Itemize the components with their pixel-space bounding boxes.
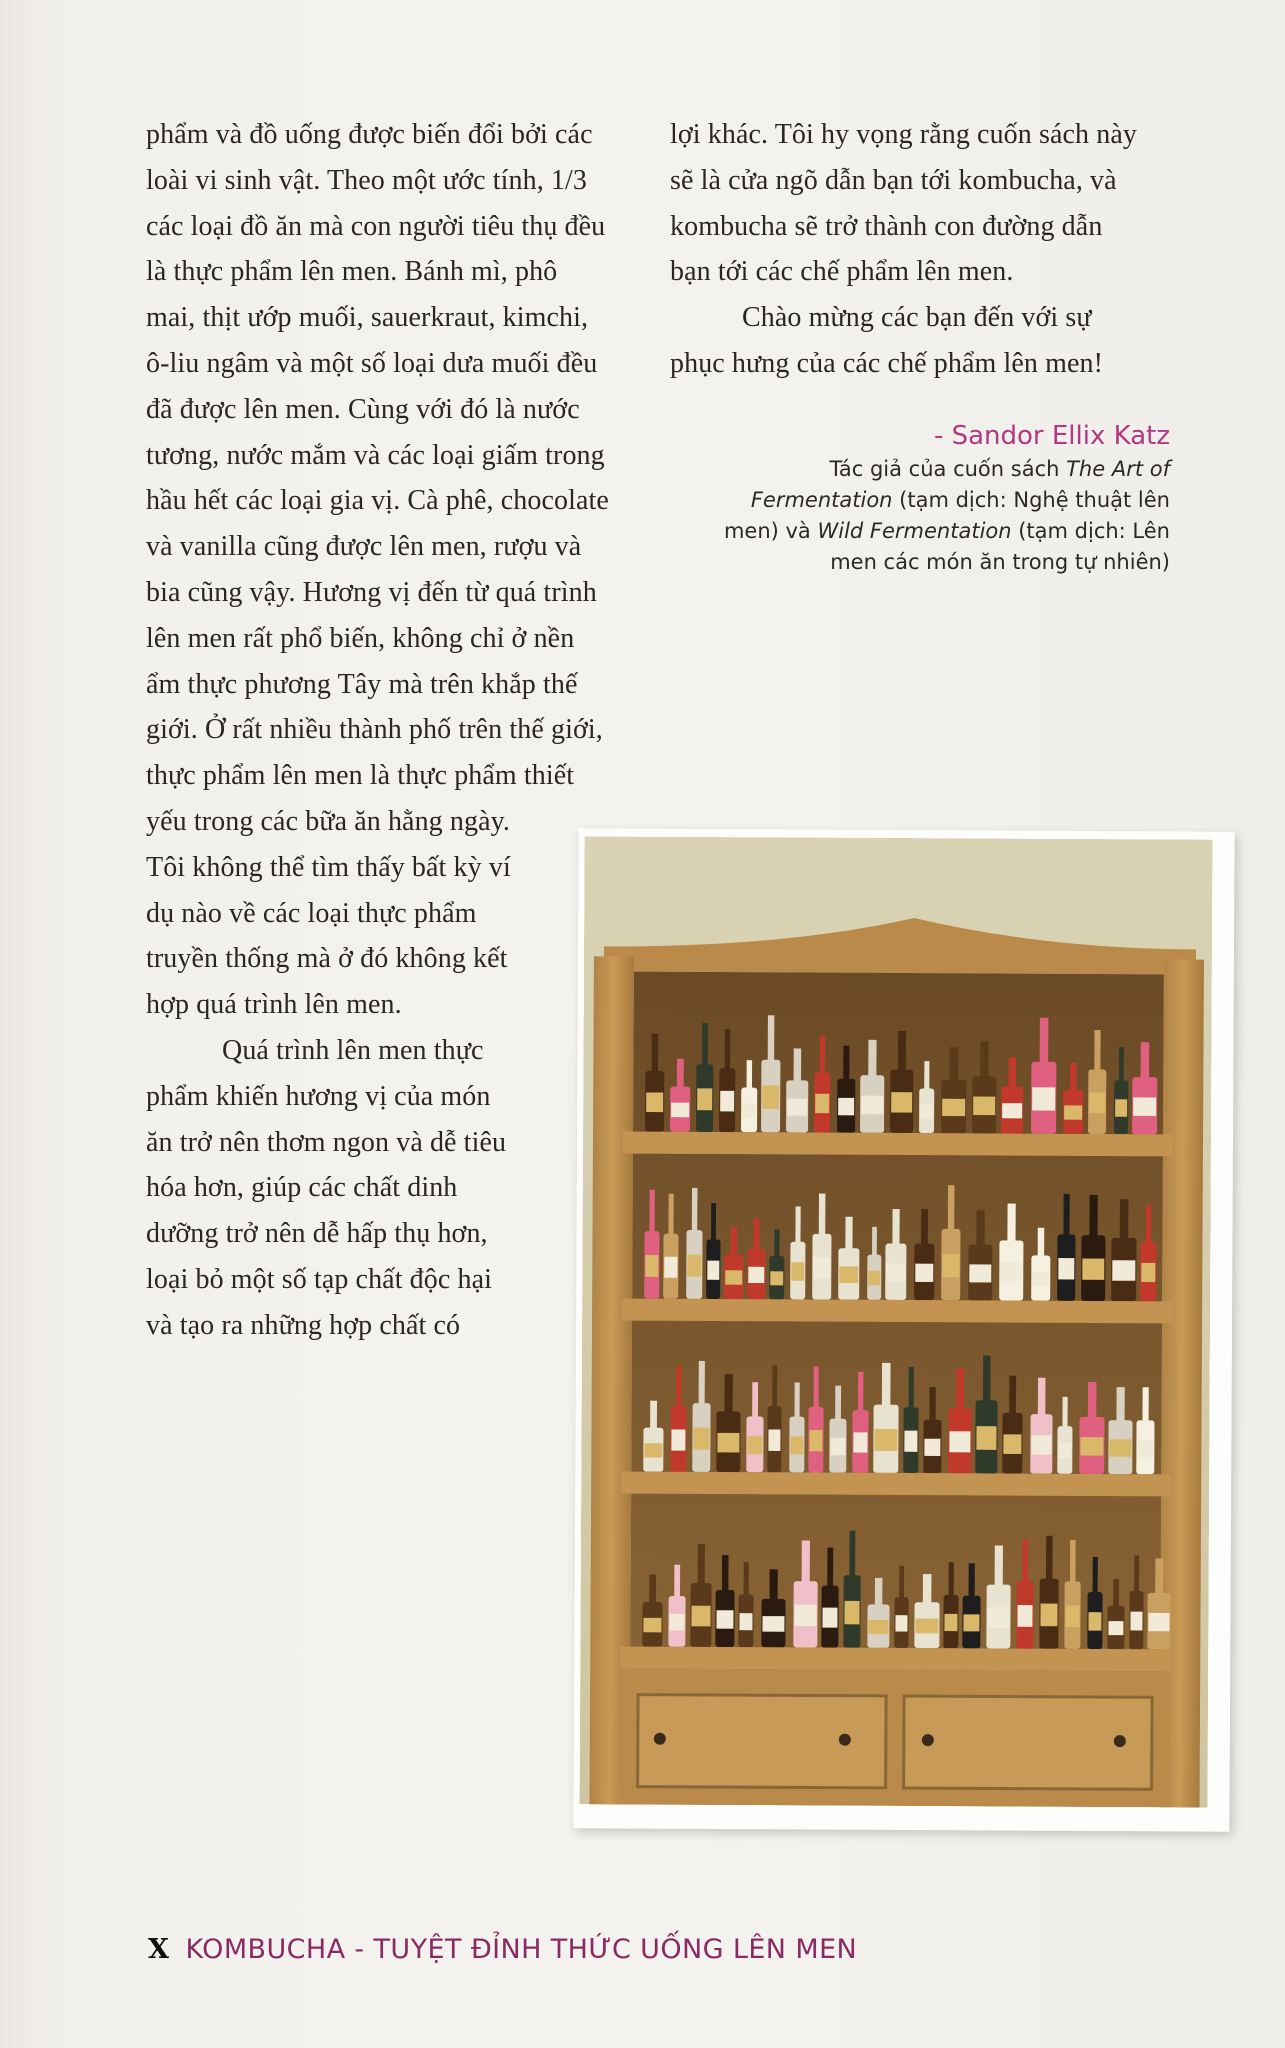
bottle-neck [692, 1188, 698, 1232]
text-line: bạn tới các chế phẩm lên men. [670, 256, 1014, 288]
bottle-neck [652, 1034, 659, 1073]
bottle-neck [724, 1374, 732, 1413]
bottle-label [791, 1262, 804, 1281]
credit-text: (tạm dịch: Nghệ thuật lên [892, 488, 1170, 512]
bottle-label [1017, 1605, 1032, 1627]
bottle-neck [899, 1566, 904, 1599]
bottle-label [747, 1436, 762, 1454]
bottle-label [868, 1271, 880, 1286]
text-line: loài vi sinh vật. Theo một ước tính, 1/3 [146, 164, 587, 196]
bottle-label [645, 1255, 658, 1277]
text-line: ẩm thực phương Tây mà trên khắp thế [146, 668, 578, 700]
bottle-neck [983, 1355, 991, 1402]
bottle-neck [674, 1565, 680, 1598]
bottle-label [1089, 1092, 1105, 1113]
bottle-label [1082, 1259, 1104, 1280]
page-footer [148, 1934, 857, 1965]
bottle-label [770, 1271, 783, 1285]
bottle-neck [1007, 1204, 1015, 1243]
bottle-label [830, 1438, 845, 1455]
bottle-label [644, 1443, 662, 1457]
bottle-label [671, 1429, 685, 1450]
book-title: Wild Fermentation [817, 519, 1012, 543]
bottle-label [1000, 1262, 1022, 1282]
credit-text: men) và [723, 519, 818, 543]
bottle-neck [1088, 1382, 1097, 1419]
text-line: mai, thịt ướp muối, sauerkraut, kimchi, [146, 302, 589, 334]
bottle-neck [722, 1555, 729, 1592]
text-line: loại bỏ một số tạp chất độc hại [146, 1263, 493, 1295]
bottle-neck [843, 1046, 849, 1081]
bottle-neck [845, 1217, 852, 1250]
text-line: là thực phẩm lên men. Bánh mì, phô [146, 256, 558, 288]
bottle-label [794, 1605, 816, 1627]
bottle-neck [731, 1227, 738, 1256]
author-credit-line [650, 454, 1170, 485]
bottle-neck [948, 1185, 955, 1231]
bottle-label [920, 1104, 933, 1118]
bottle-label [687, 1254, 701, 1276]
bottle-neck [969, 1563, 975, 1597]
bottle-neck [1038, 1228, 1045, 1257]
author-credit-line [650, 516, 1170, 547]
bottle-neck [1155, 1558, 1163, 1594]
bottle-label [707, 1261, 719, 1280]
author-name: - Sandor Ellix Katz [933, 421, 1170, 451]
text-line: phục hưng của các chế phẩm lên men! [670, 347, 1104, 379]
bottle-neck [924, 1061, 929, 1090]
bottle-neck [929, 1387, 935, 1421]
bottle-label [949, 1431, 970, 1452]
bottle-label [768, 1429, 780, 1450]
bottle-label [762, 1085, 779, 1108]
bottle-label [1031, 1435, 1051, 1454]
bottle-label [822, 1608, 837, 1628]
bottle-neck [923, 1574, 932, 1604]
bottle-label [1133, 1097, 1156, 1116]
bottle-neck [1070, 1540, 1076, 1584]
bottle-neck [772, 1365, 777, 1408]
bottle-label [1115, 1099, 1127, 1116]
bottle-label [643, 1618, 661, 1632]
bottle-neck [898, 1031, 906, 1072]
text-line: lợi khác. Tôi hy vọng rằng cuốn sách này [670, 119, 1137, 150]
bottle-label [969, 1264, 991, 1282]
bottle-neck [676, 1366, 682, 1408]
bottle-label [739, 1613, 752, 1630]
bottle-label [669, 1614, 684, 1630]
bottle-label [664, 1257, 677, 1278]
bottle-neck [1062, 1397, 1067, 1428]
bottle-neck [1070, 1063, 1077, 1091]
bottle-label [915, 1618, 938, 1633]
text-line: Tôi không thể tìm thấy bất kỳ ví [146, 851, 511, 883]
bottle-neck [1116, 1387, 1124, 1422]
bottle-label [1064, 1105, 1082, 1119]
bottle-neck [827, 1548, 833, 1588]
bottle-label [1080, 1437, 1103, 1456]
text-line: các loại đồ ăn mà con người tiêu thụ đều [146, 210, 606, 242]
bottle-label [717, 1433, 739, 1453]
bottle-label [1032, 1087, 1055, 1110]
bottle-label [895, 1615, 907, 1631]
text-line: hợp quá trình lên men. [146, 989, 402, 1021]
bottle-neck [711, 1203, 716, 1241]
text-line: tương, nước mắm và các loại giấm trong [146, 439, 605, 471]
text-line: Quá trình lên men thực [222, 1034, 484, 1066]
bottle-neck [774, 1229, 779, 1257]
bottle-neck [699, 1361, 705, 1405]
bottle-label [762, 1616, 784, 1632]
bottle-label [868, 1620, 888, 1634]
bottle-label [725, 1270, 742, 1284]
text-line: yếu trong các bữa ăn hằng ngày. [146, 805, 510, 837]
bottle-neck [1022, 1540, 1028, 1584]
bottle-label [1130, 1612, 1142, 1631]
bottle-neck [1146, 1205, 1152, 1243]
bottle-label [915, 1264, 933, 1282]
text-line: truyền thống mà ở đó không kết [146, 943, 508, 975]
right-text-column [670, 112, 1170, 387]
bottle-neck [677, 1059, 684, 1088]
bottle-neck [950, 1047, 959, 1081]
bottle-neck [980, 1041, 988, 1078]
bottle-neck [668, 1194, 673, 1236]
text-line: phẩm và đồ uống được biến đổi bởi các [146, 119, 593, 150]
bottle-neck [753, 1218, 759, 1250]
bottle-neck [794, 1048, 802, 1082]
bottle-label [671, 1103, 689, 1118]
bottle-neck [747, 1060, 753, 1089]
bottle-label [861, 1096, 883, 1115]
bottle-label [942, 1099, 965, 1116]
bottle-label [809, 1430, 822, 1451]
text-line: bia cũng vậy. Hương vị đến từ quá trình [146, 576, 597, 608]
bottle-neck [649, 1575, 656, 1604]
page-number: X [148, 1934, 169, 1965]
text-line: dưỡng trở nên dễ hấp thụ hơn, [146, 1218, 488, 1250]
bottle-neck [1094, 1030, 1100, 1072]
bottle-neck [725, 1029, 731, 1070]
text-line: giới. Ở rất nhiều thành phố trên thế giới, [146, 714, 603, 746]
bottle-neck [1040, 1018, 1049, 1064]
text-line: ăn trở nên thơm ngon và dễ tiêu [146, 1126, 507, 1158]
bottle-label [1058, 1258, 1074, 1279]
bottle-label [1137, 1439, 1153, 1456]
bottle-neck [819, 1194, 826, 1236]
bottle-neck [1089, 1195, 1097, 1237]
text-line: và vanilla cũng được lên men, rượu và [146, 531, 582, 563]
bottle-label [813, 1257, 830, 1278]
bottle-label [1002, 1103, 1022, 1118]
bottle-neck [892, 1209, 899, 1245]
bottle-label [716, 1610, 733, 1628]
bottle-neck [1134, 1555, 1139, 1593]
bottle-neck [802, 1540, 810, 1583]
text-line: hóa hơn, giúp các chất dinh [146, 1172, 458, 1204]
bottle-label [838, 1098, 854, 1115]
bottle-label [790, 1436, 803, 1454]
bottle-label [904, 1431, 917, 1452]
text-line: và tạo ra những hợp chất có [146, 1309, 461, 1341]
bottle-neck [698, 1544, 705, 1585]
bottle-neck [768, 1015, 775, 1062]
bottle-neck [770, 1569, 778, 1600]
bottle-label [924, 1439, 940, 1456]
text-line: Chào mừng các bạn đến với sự [742, 302, 1092, 334]
bottle-label [1108, 1621, 1123, 1635]
bottle-shelf-illustration [580, 836, 1213, 1807]
bottle-label [1148, 1613, 1169, 1631]
bottle-label [942, 1254, 959, 1277]
bottle-label [646, 1092, 663, 1112]
bottle-label [1088, 1612, 1101, 1630]
bottle-label [976, 1426, 996, 1450]
bottle-label [742, 1103, 756, 1117]
bottle-neck [868, 1040, 876, 1077]
bottle-neck [1009, 1376, 1016, 1415]
bottle-label [720, 1091, 734, 1112]
bottle-neck [702, 1023, 708, 1067]
bottle-label [748, 1267, 764, 1283]
bottle-label [987, 1607, 1009, 1628]
text-line: đã được lên men. Cùng với đó là nước [146, 393, 580, 425]
bottle-neck [872, 1227, 877, 1256]
text-line: lên men rất phổ biến, không chỉ ở nền [146, 622, 575, 654]
text-line: phẩm khiến hương vị của món [146, 1080, 491, 1112]
bottle-label [1109, 1439, 1131, 1457]
bottle-label [853, 1432, 867, 1452]
credit-text: Tác giả của cuốn sách [829, 457, 1067, 481]
bottle-neck [875, 1578, 883, 1606]
bottle-neck [976, 1210, 984, 1246]
bottle-neck [1009, 1058, 1017, 1088]
quote-attribution [650, 418, 1170, 578]
left-text-column [146, 112, 636, 1349]
bottle-label [1065, 1605, 1079, 1627]
bottle-neck [1063, 1194, 1069, 1237]
bottle-label [697, 1088, 712, 1110]
bottle-label [1003, 1434, 1021, 1454]
bottle-label [839, 1266, 858, 1283]
bottle-neck [858, 1372, 864, 1412]
text-line: hầu hết các loại gia vị. Cà phê, chocolate [146, 485, 609, 517]
bottle-neck [649, 1190, 654, 1234]
bottle-neck [1038, 1378, 1046, 1416]
bottle-neck [650, 1401, 657, 1429]
bottle-label [1040, 1604, 1057, 1627]
bottle-label [973, 1097, 995, 1116]
bottle-neck [1113, 1579, 1119, 1607]
text-line: dụ nào về các loại thực phẩm [146, 897, 477, 929]
bottle-neck [956, 1368, 964, 1410]
bottle-neck [882, 1363, 891, 1407]
bottle-neck [795, 1206, 800, 1243]
bottle-neck [752, 1382, 758, 1418]
bottle-neck [820, 1036, 826, 1075]
bottle-shelf-photo [580, 836, 1213, 1807]
bottle-neck [1141, 1042, 1150, 1079]
bottle-neck [949, 1562, 954, 1596]
text-line: thực phẩm lên men là thực phẩm thiết [146, 760, 575, 792]
text-line: kombucha sẽ trở thành con đường dẫn [670, 210, 1103, 242]
bottle-neck [849, 1531, 855, 1578]
credit-text: (tạm dịch: Lên [1011, 519, 1170, 543]
author-credit-line [650, 485, 1170, 516]
bottle-label [944, 1614, 957, 1631]
bottle-neck [1046, 1536, 1053, 1581]
bottle-neck [794, 1382, 799, 1418]
bottle-label [691, 1606, 710, 1627]
bottle-neck [995, 1545, 1003, 1586]
bottle-label [1058, 1443, 1071, 1458]
photo-frame [573, 828, 1234, 1831]
book-running-title: KOMBUCHA - TUYỆT ĐỈNH THỨC UỐNG LÊN MEN [185, 1934, 858, 1965]
bottle-neck [1142, 1387, 1148, 1422]
bottle-neck [835, 1386, 841, 1421]
author-credit-line: men các món ăn trong tự nhiên) [830, 550, 1170, 574]
bottle-label [1032, 1271, 1049, 1286]
bottle-label [891, 1092, 912, 1113]
book-title: The Art of [1066, 457, 1170, 481]
book-title: Fermentation [750, 488, 893, 512]
bottle-label [1112, 1260, 1135, 1281]
text-line: sẽ là cửa ngõ dẫn bạn tới kombucha, và [670, 164, 1117, 196]
bottle-label [815, 1094, 829, 1113]
bottle-neck [1119, 1047, 1124, 1082]
bottle-neck [909, 1367, 914, 1409]
bottle-label [963, 1614, 979, 1631]
bottle-neck [1120, 1199, 1129, 1240]
text-line: ô-liu ngâm và một số loại dưa muối đều [146, 347, 598, 379]
bottle-neck [921, 1209, 928, 1245]
bottle-label [886, 1264, 905, 1282]
bottle-neck [1093, 1557, 1098, 1594]
bottle-neck [744, 1562, 749, 1596]
bottle-neck [814, 1367, 819, 1409]
bottle-label [1141, 1263, 1155, 1282]
bottle-label [844, 1601, 859, 1624]
bottle-label [874, 1429, 897, 1451]
bottle-label [693, 1427, 709, 1449]
bottle-label [787, 1099, 807, 1116]
